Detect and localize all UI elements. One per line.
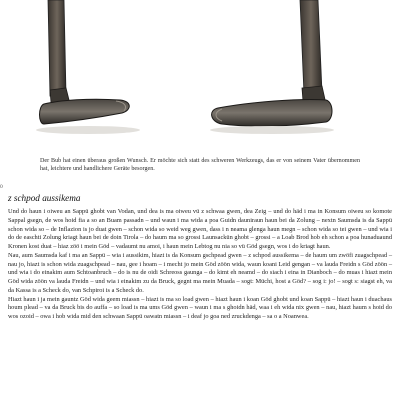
paragraph: Und do haun i oiweu an Sappü ghobt van Vodan, und dea is ma oiweu vü z schwaa gwen, dea Zeig – und do häd i ma in Konsum oiweu so komote Sappal gsegn, de wos hoid fia a so an Buam passadn – und waun i ma wida a poa Guidn dauniraun haun bei da Zolung – nextn Saumsda is da Sappü schon wida so – de Inflazion is jo duat gwen – schon wida so weid weg gwen, dass i n neama glenga haun megn – schon wida so tei gwen – und wia i do de easchti Zolung kriagt haun bei de doin Tirola – do haum ma so grossi Launsackün ghobt – grossi – a Loab Brod hob eh schon a poa hunaduaund Kronen kost duat – hiaz zöö i mein Göd – vadaumt nu amoi, i haun mein Lebtog nu nia so vü Göd gsegn, wos i do kriagt haun. (8, 208, 392, 250)
left-tool (40, 0, 130, 124)
page-marker: 0 (0, 184, 3, 190)
section-heading: z schpod aussikema (8, 193, 81, 203)
figure-caption: Der Bub hat einen überaus großen Wunsch. Er möchte sich statt des schweren Werkzeugs, das er von seinem Vater übernommen hat, leichtere und handlichere Geräte besorgen. (40, 158, 360, 173)
paragraph: Nau, aum Saumsda kaf i ma an Sappü – wia i aussikim, hiazt is da Konsum gschpead gwen – z schpod aussikema – de haum um zwöfi zuagschpead – nau jo, hiazt is schon wida zuagschpead – nau, gee i hoam – i mecht jo mein Göd zöön wida, waun koani Leid gengan – va lauda Freidn s Göd zöön – und wia i do einakim aum Schtoanbruch – do is nu de oidi Schreoss gaunga – do kimt eh neamd – do siach i eina in Dianboch – do muas i hiazt mein Göd wida zöön va lauda Freidn – und wia i einakim zu da Bruck, gegnt ma mein Muada – sogt: Müchi, host a Göd? – sog i: jo! – sogt s: siagst eh, va da Kassa is a Scheck do, van Schpiroi is a Scheck do. (8, 251, 392, 294)
tools-photo (0, 0, 400, 152)
right-tool (212, 0, 332, 126)
story-text (8, 208, 392, 322)
tools-illustration (0, 0, 400, 152)
paragraph: Hiazt haun i ja mein gauntz Göd wida geem miassn – hiazt is ma so load gwen – hiazt haun i koan Göd ghobt und koan Sappü – hiazt haun i duachaus houm plead – va da Bruck bis do auffa – so load is ma ums Göd gwen – waun i ma s ghoidn häd, waa i eh wida nix gwen – nau, hiazt haum s hoid do wos ozoid – owa i hob wida mid den schwaan Sappü oawatn miassn – i deaf jo goa ned zruckdenga – sa o a Noanwea. (8, 295, 392, 320)
